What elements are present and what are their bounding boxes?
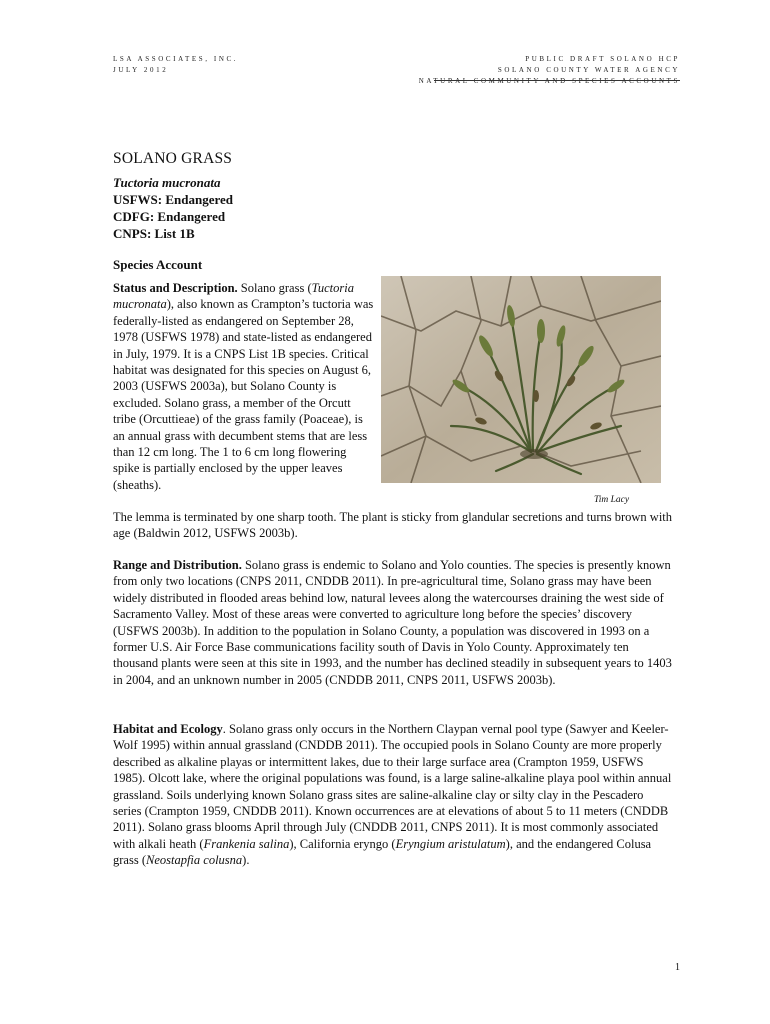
paragraph-status-continued: The lemma is terminated by one sharp tooth. The plant is sticky from glandular secretions and turns brown with age (Baldwin 2012, USFWS 2003b).	[113, 510, 673, 541]
status-text-1: Solano grass (	[237, 281, 312, 295]
usfws-status: USFWS: Endangered	[113, 192, 234, 207]
habitat-ecology-heading: Habitat and Ecology	[113, 722, 223, 736]
cnps-status: CNPS: List 1B	[113, 226, 195, 241]
species-photo	[381, 276, 661, 483]
header-rule	[434, 80, 680, 81]
range-distribution-heading: Range and Distribution.	[113, 558, 242, 572]
cdfg-status: CDFG: Endangered	[113, 209, 226, 224]
habitat-sci-eryngium: Eryngium aristulatum	[395, 836, 506, 851]
habitat-text-2: ), California eryngo (	[289, 836, 396, 851]
photo-credit: Tim Lacy	[594, 495, 630, 505]
habitat-text-4: ).	[242, 853, 250, 868]
habitat-text-1: . Solano grass only occurs in the Northern Claypan vernal pool type (Sawyer and Keeler-Wolf 1995) within annual grassland (CNDDB 2011). The occupied pools in Solano County are more properly described as alkaline playas or intermittent lakes, due to their large surface area (Crampton 1959, USFWS 1985). Olcott lake, where the original populations was found, is a large saline-alkaline playa pool within annual grassland. Soils underlying known Solano grass sites are saline-alkaline clay or silty clay in the Pescadero series (Crampton 1959, CNDDB 2011). Known occurrences are at elevations of about 5 to 11 meters (CNDDB 2011). Solano grass blooms April through July (CNDDB 2011, CNPS 2011). It is most commonly associated with alkali heath (	[113, 722, 672, 851]
species-title: SOLANO GRASS	[113, 150, 233, 167]
status-text-2: ), also known as Crampton’s tuctoria was federally-listed as endangered on September 28, 1978 (USFWS 1978) and state-listed as endangered in July, 1979. It is a CNPS List 1B species. Critical habitat was designated for this species on August 6, 2003 (USFWS 2003a), but Solano County is excluded. Solano grass, a member of the Orcutt tribe (Orcuttieae) of the grass family (Poaceae), is an annual grass with decumbent stems that are less than 12 cm long. The 1 to 6 cm long flowering spike is partially enclosed by the upper leaves (sheaths).	[113, 297, 374, 492]
page-header-left	[113, 54, 238, 76]
status-scientific-name: Tuctoria mucronata	[113, 281, 354, 312]
habitat-sci-neostapfia: Neostapfia colusna	[145, 853, 243, 868]
header-firm: LSA ASSOCIATES, INC.	[113, 55, 239, 63]
paragraph-range-distribution	[113, 557, 673, 688]
species-status-block	[113, 174, 233, 242]
status-description-heading: Status and Description.	[113, 281, 238, 295]
header-section: NATURAL COMMUNITY AND SPECIES ACCOUNTS	[418, 77, 680, 85]
scientific-name: Tuctoria mucronata	[113, 175, 221, 190]
paragraph-habitat-ecology	[113, 721, 673, 869]
paragraph-status-description	[113, 280, 375, 493]
header-agency: SOLANO COUNTY WATER AGENCY	[497, 66, 680, 74]
habitat-text-3: ), and the endangered Colusa grass (	[113, 836, 652, 868]
range-text: Solano grass is endemic to Solano and Yolo counties. The species is presently known from only two locations (CNPS 2011, CNDDB 2011). In pre-agricultural time, Solano grass may have been widely distributed in flooded areas behind low, natural levees along the watercourses draining the west side of Sacramento Valley. Most of these areas were converted to agriculture long before the species’ discovery (USFWS 2003b). In addition to the population in Solano County, a population was discovered in 1993 on a former U.S. Air Force Base communications facility south of Davis in Yolo County. Approximately ten thousand plants were seen at this site in 1993, and the number has declined steadily in subsequent years to 1403 in 2004, and an unknown number in 2005 (CNDDB 2011, CNPS 2011, USFWS 2003b).	[113, 558, 672, 687]
page-number: 1	[675, 962, 680, 973]
section-heading: Species Account	[113, 257, 203, 272]
habitat-sci-frankenia: Frankenia salina	[203, 836, 290, 851]
header-document: PUBLIC DRAFT SOLANO HCP	[525, 55, 680, 63]
header-date: JULY 2012	[113, 66, 169, 74]
page-header-right	[419, 54, 680, 87]
